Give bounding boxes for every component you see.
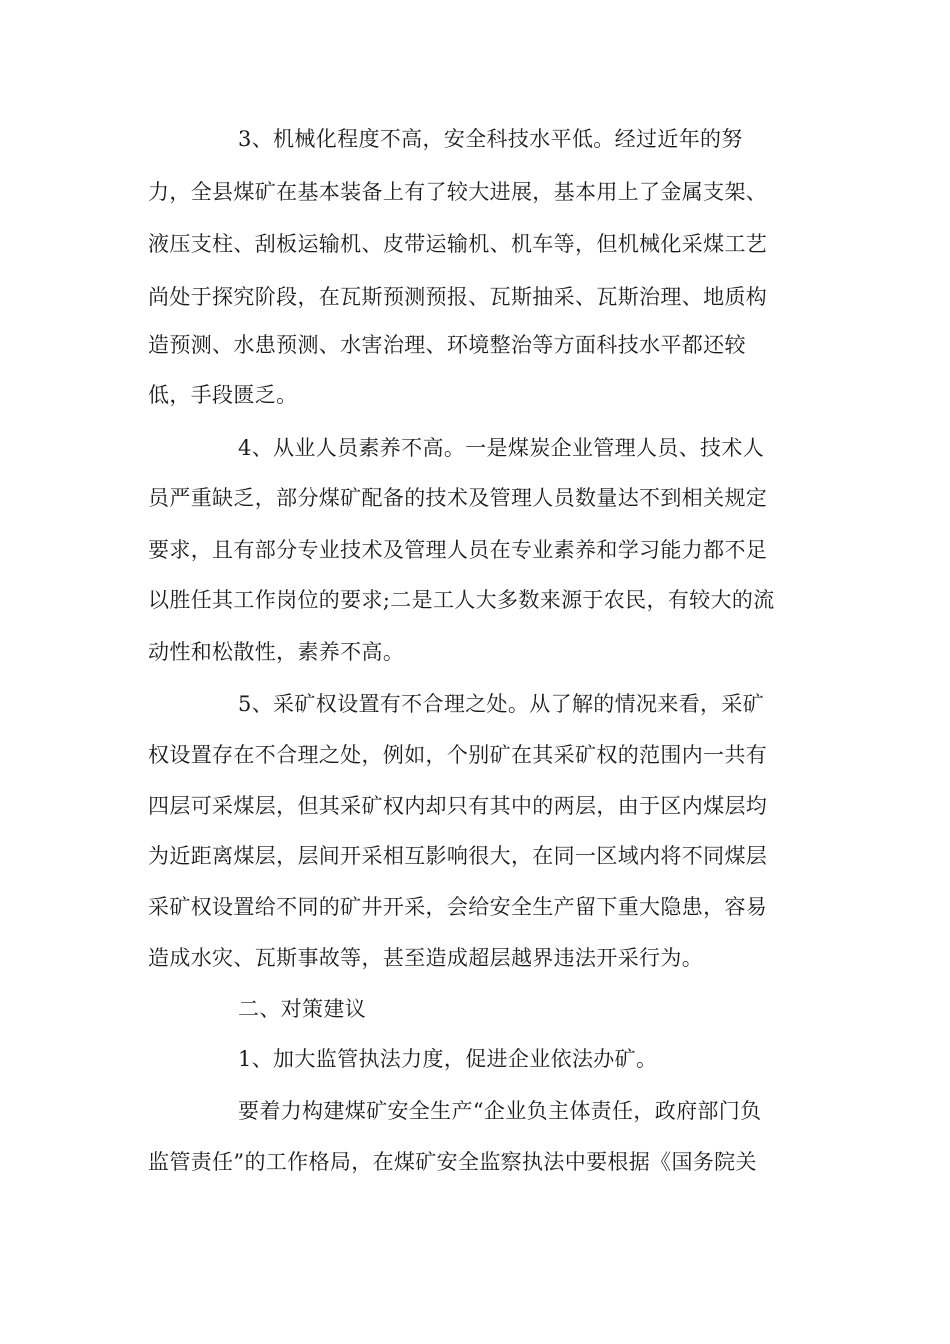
- paragraph-3-line-2: 力，全县煤矿在基本装备上有了较大进展，基本用上了金属支架、: [148, 180, 768, 204]
- paragraph-6-line-1: 要着力构建煤矿安全生产“企业负主体责任，政府部门负: [238, 1099, 762, 1123]
- paragraph-4-line-4: 以胜任其工作岗位的要求;二是工人大多数来源于农民，有较大的流: [148, 588, 775, 612]
- section-heading: 二、对策建议: [238, 997, 367, 1021]
- paragraph-3-line-3: 液压支柱、刮板运输机、皮带运输机、机车等，但机械化采煤工艺: [148, 232, 768, 256]
- paragraph-4-line-5: 动性和松散性，素养不高。: [148, 640, 405, 664]
- paragraph-5-line-6: 造成水灾、瓦斯事故等，甚至造成超层越界违法开采行为。: [148, 946, 704, 970]
- paragraph-3-line-4: 尚处于探究阶段，在瓦斯预测预报、瓦斯抽采、瓦斯治理、地质构: [148, 285, 768, 309]
- paragraph-5-line-2: 权设置存在不合理之处，例如，个别矿在其采矿权的范围内一共有: [148, 743, 768, 767]
- paragraph-6-line-2: 监管责任”的工作格局，在煤矿安全监察执法中要根据《国务院关: [148, 1150, 757, 1174]
- paragraph-5-line-1: 5、采矿权设置有不合理之处。从了解的情况来看，采矿: [238, 692, 765, 716]
- paragraph-3-line-1: 3、机械化程度不高，安全科技水平低。经过近年的努: [238, 127, 743, 151]
- paragraph-4-line-2: 员严重缺乏，部分煤矿配备的技术及管理人员数量达不到相关规定: [148, 486, 768, 510]
- paragraph-5-line-3: 四层可采煤层，但其采矿权内却只有其中的两层，由于区内煤层均: [148, 794, 768, 818]
- paragraph-4-line-1: 4、从业人员素养不高。一是煤炭企业管理人员、技术人: [238, 436, 765, 460]
- paragraph-4-line-3: 要求，且有部分专业技术及管理人员在专业素养和学习能力都不足: [148, 538, 768, 562]
- paragraph-5-line-4: 为近距离煤层，层间开采相互影响很大，在同一区域内将不同煤层: [148, 844, 768, 868]
- paragraph-3-line-6: 低，手段匮乏。: [148, 383, 298, 407]
- subsection-heading: 1、加大监管执法力度，促进企业依法办矿。: [238, 1047, 658, 1071]
- paragraph-3-line-5: 造预测、水患预测、水害治理、环境整治等方面科技水平都还较: [148, 333, 746, 357]
- paragraph-5-line-5: 采矿权设置给不同的矿井开采，会给安全生产留下重大隐患，容易: [148, 895, 768, 919]
